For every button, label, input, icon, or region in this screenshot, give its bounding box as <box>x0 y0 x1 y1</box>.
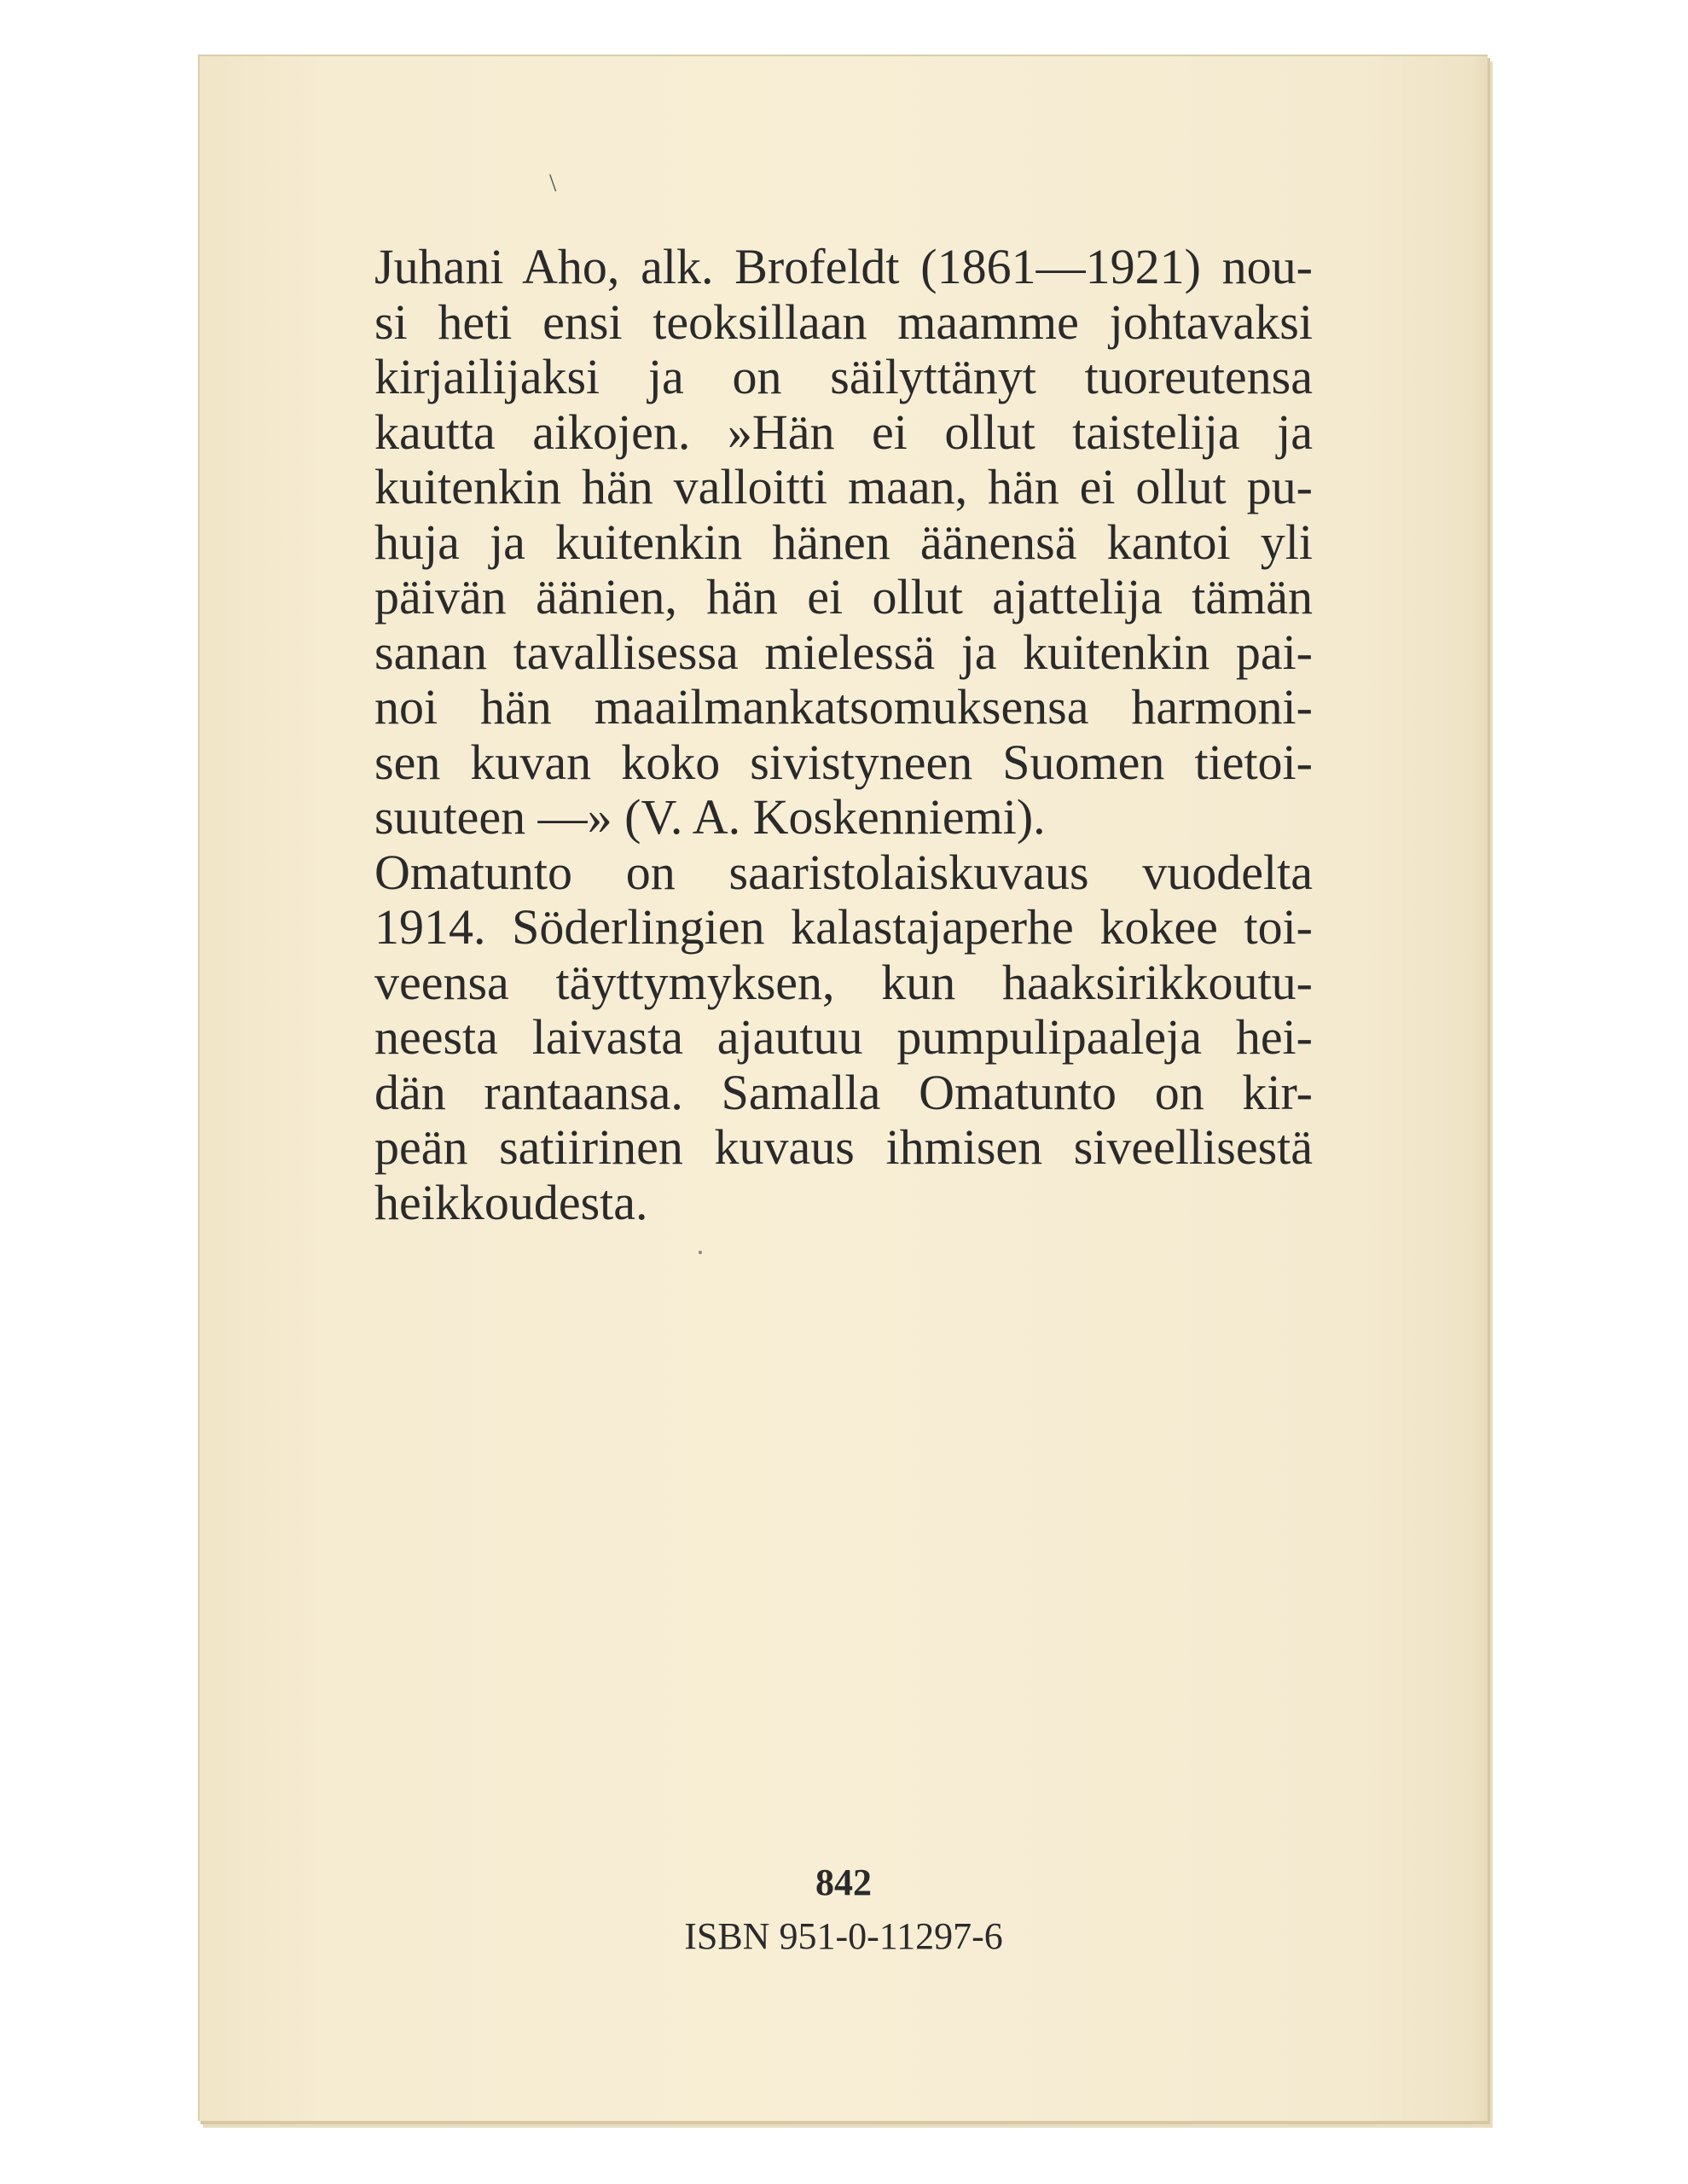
isbn: ISBN 951-0-11297-6 <box>684 1915 1003 1957</box>
blurb-line: peän satiirinen kuvaus ihmisen siveellisestä <box>374 1119 1313 1175</box>
blurb-line: kautta aikojen. »Hän ei ollut taistelija ja <box>374 404 1313 460</box>
paper-speck <box>699 1251 702 1254</box>
blurb-line: sen kuvan koko sivistyneen Suomen tietoi- <box>374 734 1313 790</box>
blurb-line: huja ja kuitenkin hänen äänensä kantoi yli <box>374 514 1313 570</box>
blurb-line: päivän äänien, hän ei ollut ajattelija tämän <box>374 569 1313 624</box>
stray-mark: \ <box>549 169 557 197</box>
blurb-line: dän rantaansa. Samalla Omatunto on kir- <box>374 1064 1313 1120</box>
blurb-line: veensa täyttymyksen, kun haaksirikkoutu- <box>374 954 1313 1010</box>
blurb-line: si heti ensi teoksillaan maamme johtavaksi <box>374 293 1313 350</box>
book-back-cover <box>198 55 1488 2121</box>
blurb-line: neesta laivasta ajautuu pumpulipaaleja hei- <box>374 1009 1313 1065</box>
blurb-line: Omatunto on saaristolaiskuvaus vuodelta <box>374 844 1313 900</box>
blurb-line: 1914. Söderlingien kalastajaperhe kokee toi- <box>374 899 1313 955</box>
blurb-line: noi hän maailmankatsomuksensa harmoni- <box>374 679 1313 735</box>
blurb-line: sanan tavallisessa mielessä ja kuitenkin pai- <box>374 624 1313 680</box>
blurb-line: suuteen —» (V. A. Koskenniemi). <box>374 789 1046 845</box>
blurb-line: heikkoudesta. <box>374 1174 648 1230</box>
blurb-line: kuitenkin hän valloitti maan, hän ei ollut pu- <box>374 459 1313 514</box>
blurb-line: kirjailijaksi ja on säilyttänyt tuoreutensa <box>374 349 1313 404</box>
blurb-text <box>374 240 1313 1230</box>
blurb-line: Juhani Aho, alk. Brofeldt (1861—1921) nou- <box>374 239 1313 294</box>
book-number: 842 <box>815 1862 872 1903</box>
